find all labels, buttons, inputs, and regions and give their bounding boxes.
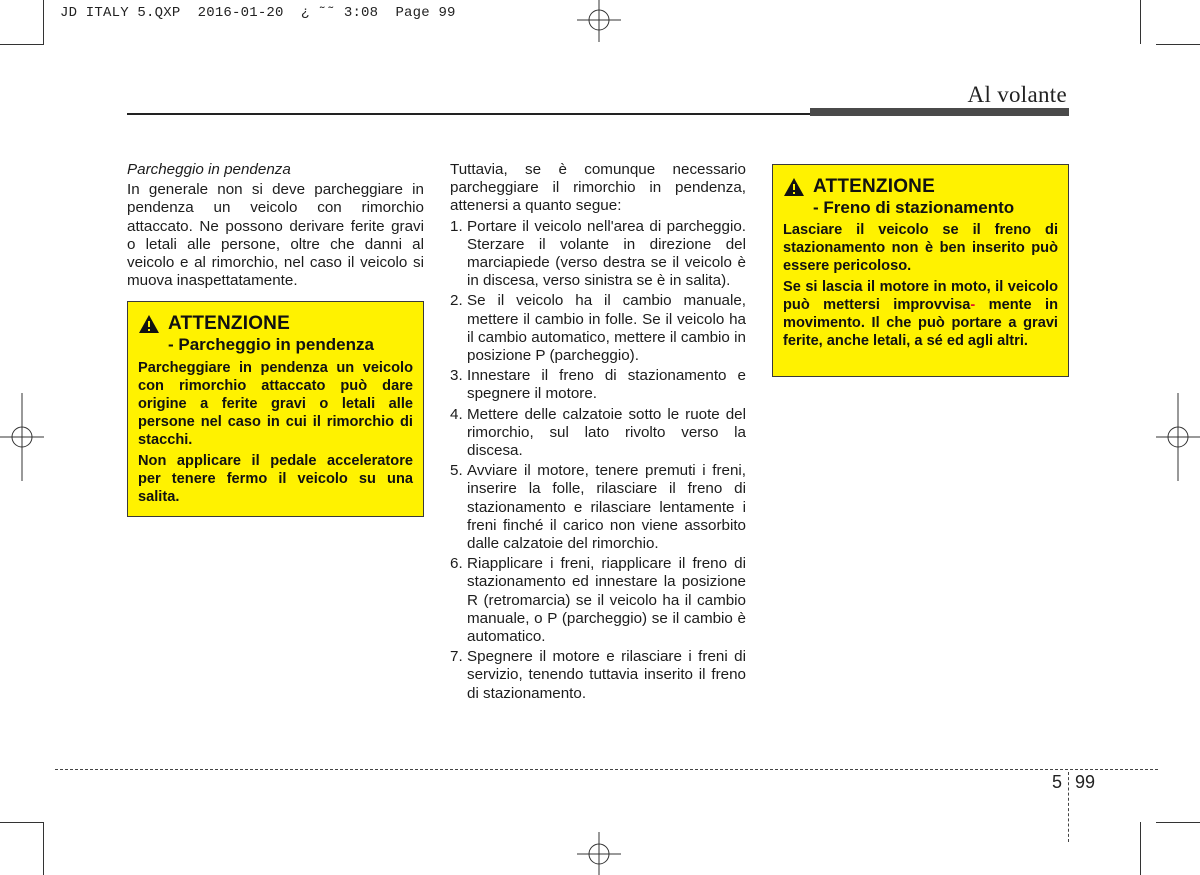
step-text: Mettere delle calzatoie sotto le ruote del rimorchio, sul lato rivolto verso la discesa. [467, 405, 746, 460]
printer-slug: JD ITALY 5.QXP 2016-01-20 ¿ ˜˜ 3:08 Page 99 [60, 5, 456, 21]
header-rule [127, 113, 810, 115]
step-number: 2. [450, 292, 463, 310]
registration-mark-icon [1156, 393, 1200, 481]
warning-subtitle: - Parcheggio in pendenza [168, 335, 374, 355]
registration-mark-icon [574, 832, 624, 875]
list-item [450, 292, 746, 365]
step-text: Portare il veicolo nell'area di parcheggio. Sterzare il volante in direzione del marciapiede (verso destra se il veicolo è in discesa, verso sinistra se è in salita). [467, 217, 746, 290]
step-number: 1. [450, 217, 463, 235]
column-1 [127, 161, 424, 517]
warning-header [783, 177, 1058, 197]
step-text: Se il veicolo ha il cambio manuale, mettere il cambio in folle. Se il veicolo ha il cambio automatico, mettere il cambio in posizione P (parcheggio). [467, 292, 746, 365]
step-number: 7. [450, 648, 463, 666]
step-number: 5. [450, 462, 463, 480]
header-bar [810, 108, 1069, 116]
column-3 [772, 164, 1069, 377]
intro-paragraph: Tuttavia, se è comunque necessario parcheggiare il rimorchio in pendenza, attenersi a quanto segue: [450, 161, 746, 215]
warning-title: ATTENZIONE [813, 175, 935, 197]
warning-box [127, 301, 424, 517]
page-number: 99 [1075, 772, 1096, 792]
step-text: Innestare il freno di stazionamento e spegnere il motore. [467, 367, 746, 403]
step-text: Avviare il motore, tenere premuti i freni, inserire la folle, rilasciare il freno di stazionamento e rilasciare lentamente i freni finché il carico non viene assorbito dalle calzatoie del rimorchio. [467, 462, 746, 553]
warning-text: Non applicare il pedale acceleratore per tenere fermo il veicolo su una salita. [138, 452, 413, 505]
footer-rule [55, 769, 1158, 770]
registration-mark-icon [574, 0, 624, 42]
list-item [450, 555, 746, 646]
warning-subtitle: - Freno di stazionamento [813, 198, 1015, 217]
section-number: 5 [1052, 772, 1063, 792]
steps-list [450, 218, 746, 703]
warning-text [783, 278, 1058, 350]
list-item [450, 462, 746, 553]
list-item [450, 367, 746, 403]
list-item [450, 648, 746, 703]
warning-triangle-icon [138, 314, 160, 334]
hyphen-mark: - [970, 297, 976, 314]
warning-text: Lasciare il veicolo se il freno di stazionamento non è ben inserito può essere pericoloso. [783, 222, 1058, 275]
registration-mark-icon [0, 393, 44, 481]
list-item [450, 406, 746, 461]
subheading: Parcheggio in pendenza [127, 161, 291, 178]
warning-triangle-icon [783, 177, 805, 197]
warning-text-part: mente in movimento. Il che può portare a gravi ferite, anche letali, a sé ed agli altri. [783, 297, 1058, 350]
step-text: Riapplicare i freni, riapplicare il freno di stazionamento ed innestare la posizione R (retromarcia) se il veicolo ha il cambio manuale, o P (parcheggio) se il cambio è automatico. [467, 555, 746, 646]
step-number: 4. [450, 405, 463, 423]
paragraph: In generale non si deve parcheggiare in pendenza un veicolo con rimorchio attaccato. Ne possono derivare ferite gravi o letali alle persone, oltre che danni al veicolo e al rimorchio, nel caso il veicolo si muova inaspettatamente. [127, 181, 424, 290]
step-number: 6. [450, 555, 463, 573]
section-title: Al volante [967, 82, 1067, 107]
page-separator [1068, 772, 1069, 842]
warning-header [138, 314, 413, 334]
warning-title: ATTENZIONE [168, 313, 290, 335]
list-item [450, 218, 746, 291]
warning-text-part: Se si lascia il motore in moto, il veicolo può mettersi improvvisa [783, 279, 1058, 314]
warning-box [772, 164, 1069, 377]
warning-text: Parcheggiare in pendenza un veicolo con rimorchio attaccato può dare origine a ferite gravi o letali alle persone nel caso in cui il rimorchio di stacchi. [138, 359, 413, 448]
step-text: Spegnere il motore e rilasciare i freni di servizio, tenendo tuttavia inserito il freno di stazionamento. [467, 648, 746, 702]
column-2 [450, 161, 746, 705]
step-number: 3. [450, 367, 463, 385]
